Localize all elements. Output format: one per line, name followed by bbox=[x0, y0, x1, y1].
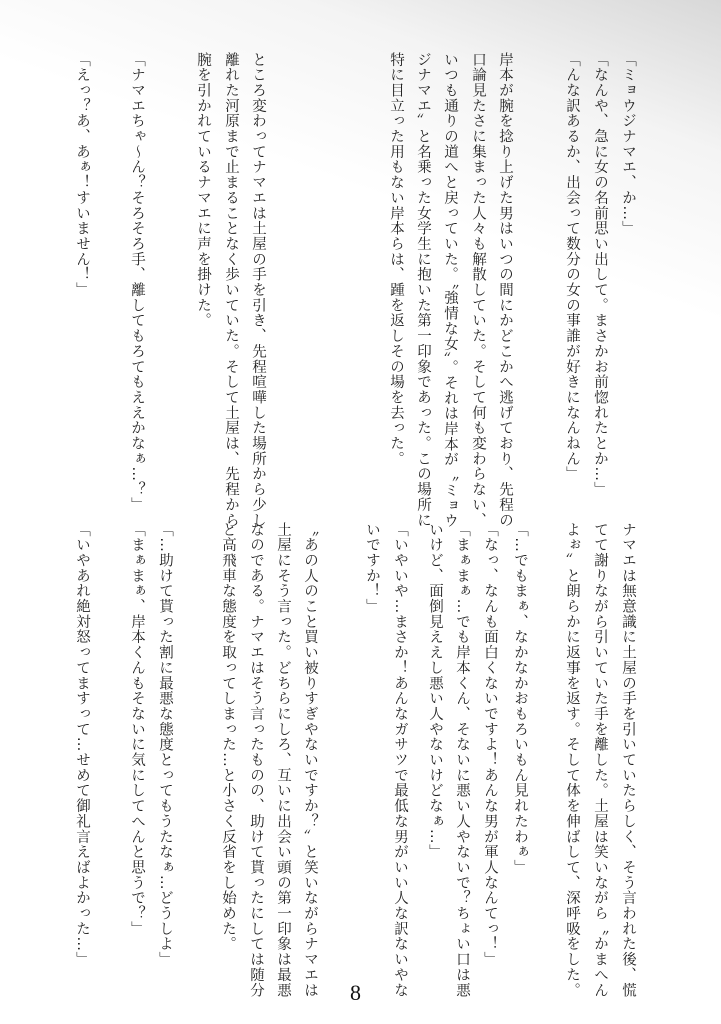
text-column: 腕を引かれているナマエに声を掛けた。 bbox=[195, 52, 211, 329]
text-column: よぉ〟と朗らかに返事を返す。そして体を伸ばして、深呼吸をした。 bbox=[564, 522, 580, 998]
text-column: ところ変わってナマエは土屋の手を引き、先程喧嘩した場所から少し bbox=[250, 52, 266, 528]
text-column: 「んな訳あるか、出会って数分の女の事誰が好きになんねん」 bbox=[564, 52, 580, 482]
text-column: 岸本が腕を捻り上げた男はいつの間にかどこかへ逃げており、先程の bbox=[497, 52, 513, 528]
text-column: 「えっ？あ、あぁ！すいません！」 bbox=[74, 52, 90, 298]
text-column: 特に目立った用もない岸本らは、踵を返しその場を去った。 bbox=[388, 52, 404, 467]
text-column: 〝あの人のこと買い被りすぎやないですか？〟と笑いながらナマエは bbox=[302, 522, 318, 998]
text-column: 口論見たさに集まった人々も解散していた。そして何も変わらない、 bbox=[470, 52, 486, 528]
page-number: 8 bbox=[350, 980, 361, 1005]
text-column: 「いやいや…まさか！あんなガサツで最低な男がいい人な訳ないやな bbox=[392, 522, 408, 998]
text-column: なのである。ナマエはそう言ったものの、助けて貰ったにしては随分 bbox=[248, 522, 264, 998]
text-column: 「ナマエちゃ〜ん？そろそろ手、離してもろてもええかなぁ…？」 bbox=[129, 52, 145, 513]
text-column: 「…でもまぁ、なかなかおもろいもん見れたわぁ」 bbox=[512, 522, 528, 876]
text-column: 「なんや、急に女の名前思い出して。まさかお前惚れたとか…」 bbox=[592, 52, 608, 498]
text-column: いけど、面倒見ええし悪い人やないけどなぁ…」 bbox=[427, 522, 443, 860]
text-column: 「ミョウジナマエ、か…」 bbox=[620, 52, 636, 237]
text-column: ジナマエ〟と名乗った女学生に抱いた第一印象であった。この場所に bbox=[415, 52, 431, 528]
text-column: てて謝りながら引いていた手を離した。土屋は笑いながら〝かまへん bbox=[592, 522, 608, 998]
text-column: 「なっ、なんも面白くないですよ！あんな男が軍人なんてっ！」 bbox=[482, 522, 498, 968]
text-column: いですか！」 bbox=[364, 522, 380, 615]
text-column: 「まぁまぁ、岸本くんもそないに気にしてへんと思うで？」 bbox=[129, 522, 145, 937]
text-column: ナマエは無意識に土屋の手を引いていたらしく、そう言われた後、慌 bbox=[620, 522, 636, 998]
text-column: 「いやあれ絶対怒ってますって…せめて御礼言えばよかった…」 bbox=[74, 522, 90, 968]
text-column: 「…助けて貰った割に最悪な態度とってもうたなぁ…どうしよ」 bbox=[157, 522, 173, 968]
text-column: いつも通りの道へと戻っていた。〝強情な女〟。それは岸本が〝ミョウ bbox=[442, 52, 458, 529]
text-column: 「まぁまぁ…でも岸本くん、そないに悪い人やないで？ちょい口は悪 bbox=[454, 522, 470, 998]
text-column: 離れた河原まで止まることなく歩いていた。そして土屋は、先程から bbox=[223, 52, 239, 528]
text-column: と高飛車な態度を取ってしまった…と小さく反省をし始めた。 bbox=[220, 522, 236, 952]
text-column: 土屋にそう言った。どちらにしろ、互いに出会い頭の第一印象は最悪 bbox=[275, 522, 291, 998]
